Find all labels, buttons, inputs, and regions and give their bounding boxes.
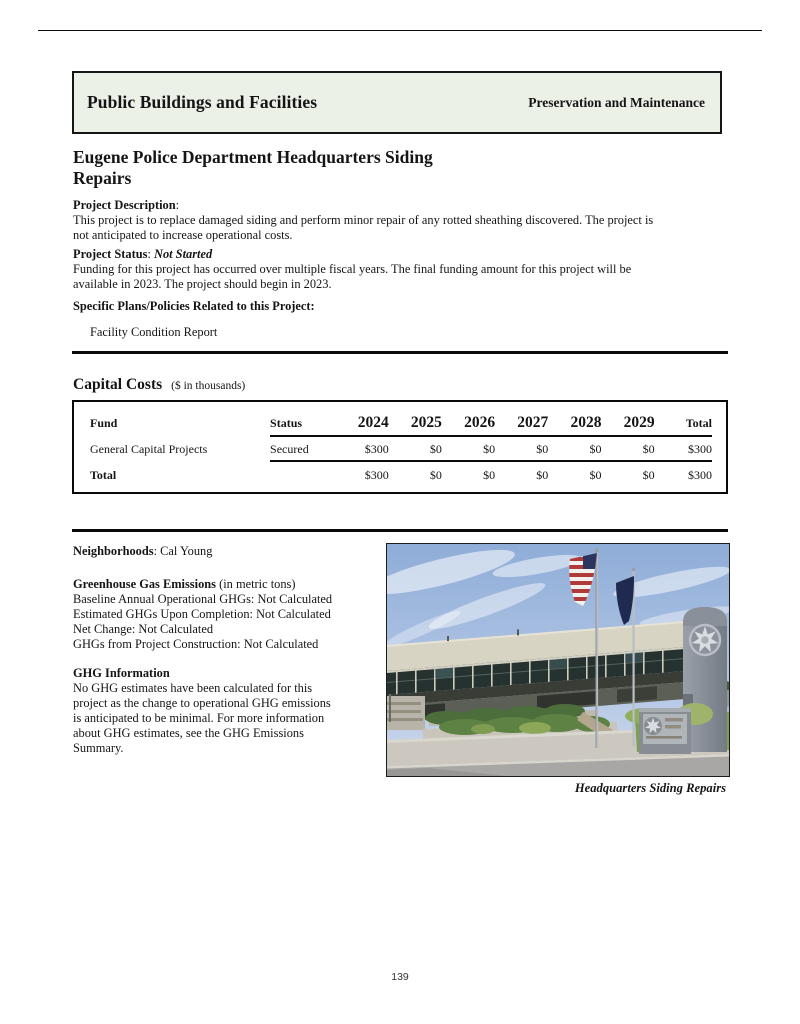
section-header-band — [72, 71, 722, 134]
project-status-text: Funding for this project has occurred over multiple fiscal years. The final funding amount for this project will be available in 2023. The project should begin in 2023. — [73, 262, 632, 291]
col-2027: 2027 — [495, 411, 548, 436]
page-title: Eugene Police Department Headquarters Siding Repairs — [73, 147, 433, 188]
sign-star-emblem — [644, 717, 662, 735]
page-number: 139 — [391, 971, 409, 983]
ghg-emissions-block: Greenhouse Gas Emissions (in metric tons) Baseline Annual Operational GHGs: Not Calculated Estimated GHGs Upon Completion: Not Calculated Net Change: Not Calculated GHGs from Project Construction: Not Calculated — [73, 577, 333, 651]
capital-costs-table-box — [72, 400, 728, 494]
table-row: General Capital Projects Secured $300 $0 $0 $0 $0 $0 $300 — [90, 436, 712, 461]
capital-costs-table — [90, 411, 712, 486]
ghg-info-block: GHG Information No GHG estimates have been calculated for this project as the change to operational GHG emissions is anticipated to be minimal. For more information about GHG estimates, see the GHG Emissions Summary. — [73, 666, 385, 756]
col-2029: 2029 — [601, 411, 654, 436]
col-2024: 2024 — [336, 411, 389, 436]
neighborhoods-value: Cal Young — [160, 544, 213, 558]
col-status: Status — [270, 411, 335, 436]
table-total-row: Total $300 $0 $0 $0 $0 $0 $300 — [90, 461, 712, 486]
project-description-label: Project Description: — [73, 198, 180, 212]
ghg-info-heading: GHG Information — [73, 666, 170, 680]
section-title: Public Buildings and Facilities — [87, 92, 318, 112]
total-label: Total — [90, 467, 117, 482]
monument-sign — [639, 708, 691, 754]
plans-policies-item: Facility Condition Report — [90, 325, 218, 339]
entry-stairs — [387, 694, 425, 730]
col-2028: 2028 — [548, 411, 601, 436]
project-status-label: Project Status: Not Started — [73, 247, 213, 261]
ghg-heading: Greenhouse Gas Emissions — [73, 577, 216, 591]
divider-rule-2 — [72, 529, 728, 532]
divider-rule — [72, 351, 728, 354]
photo-caption: Headquarters Siding Repairs — [574, 781, 726, 795]
col-total: Total — [655, 411, 712, 436]
plans-policies-label: Specific Plans/Policies Related to this Project: — [73, 299, 315, 313]
table-header-row — [90, 411, 712, 436]
project-description-text: This project is to replace damaged siding and perform minor repair of any rotted sheathing discovered. The project is not anticipated to increase operational costs. — [73, 213, 654, 242]
col-2026: 2026 — [442, 411, 495, 436]
police-star-emblem — [689, 624, 722, 657]
project-status-value: Not Started — [154, 247, 213, 261]
fund-name: General Capital Projects — [90, 442, 208, 456]
fund-status: Secured — [270, 442, 309, 456]
section-subtitle: Preservation and Maintenance — [528, 94, 705, 110]
col-2025: 2025 — [389, 411, 442, 436]
col-fund: Fund — [90, 416, 118, 430]
neighborhoods-line: Neighborhoods: Cal Young — [73, 544, 213, 558]
capital-costs-heading: Capital Costs ($ in thousands) — [73, 376, 246, 393]
project-details-column — [73, 544, 385, 770]
project-photo — [386, 543, 730, 777]
top-rule — [38, 30, 762, 31]
